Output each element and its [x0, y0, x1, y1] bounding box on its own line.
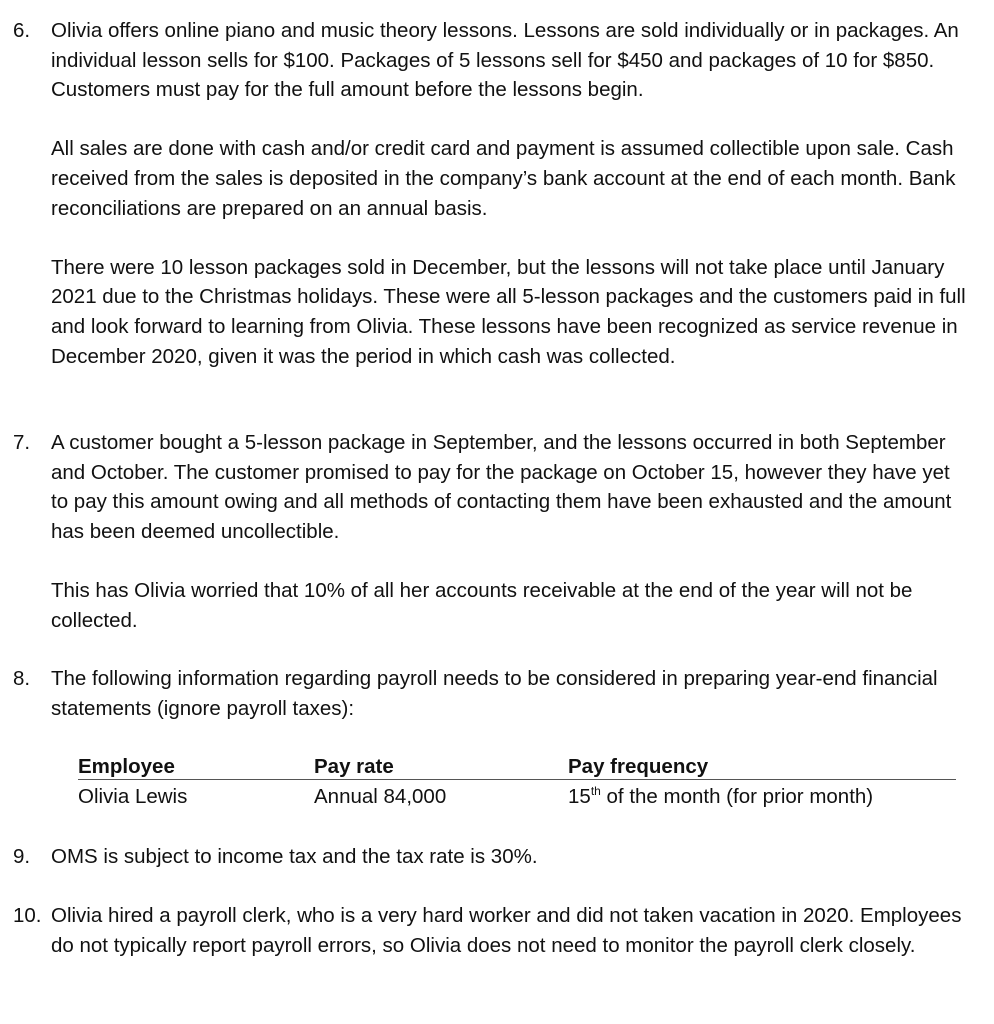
item-number: 6. [13, 19, 31, 42]
table-cell-employee: Olivia Lewis [78, 785, 188, 808]
item-number: 7. [13, 431, 31, 454]
pay-frequency-suffix: th [590, 784, 601, 799]
item-6-paragraph-3: There were 10 lesson packages sold in December, but the lessons will not take place until January 2021 due to the Christmas holidays. These were all 5-lesson packages and the customers paid in full and look forward to learning from Olivia. These lessons have been recognized as service revenue in December 2020, given it was the period in which cash was collected. [51, 255, 966, 368]
pay-frequency-rest: of the month (for prior month) [600, 785, 874, 808]
payroll-table [78, 752, 956, 814]
item-7-paragraph-1: A customer bought a 5-lesson package in September, and the lessons occurred in both September and October. The customer promised to pay for the package on October 15, however they have yet to pay this amount owing and all methods of contacting them have been exhausted and the amount has been deemed uncollectible. [51, 431, 952, 543]
list-item-10 [13, 901, 968, 960]
item-6-paragraph-2: All sales are done with cash and/or credit card and payment is assumed collectible upon sale. Cash received from the sales is deposited in the company’s bank account at the end of each month. Bank reconciliations are prepared on an annual basis. [51, 137, 956, 220]
table-header-pay-frequency: Pay frequency [568, 755, 709, 778]
item-8-paragraph-1: The following information regarding payroll needs to be considered in preparing year-end financial statements (ignore payroll taxes): [51, 667, 938, 720]
item-10-paragraph-1: Olivia hired a payroll clerk, who is a very hard worker and did not taken vacation in 2020. Employees do not typically report payroll errors, so Olivia does not need to monitor the payroll clerk closely. [51, 904, 962, 957]
item-number: 9. [13, 845, 31, 868]
table-header-divider [78, 779, 956, 780]
pay-frequency-day: 15 [568, 785, 591, 808]
table-header-pay-rate: Pay rate [314, 755, 394, 778]
list-item-7 [13, 428, 968, 635]
list-item-8 [13, 664, 968, 723]
item-9-paragraph-1: OMS is subject to income tax and the tax rate is 30%. [51, 845, 538, 868]
list-item-6 [13, 16, 968, 371]
table-cell-pay-frequency [568, 782, 873, 812]
list-item-9 [13, 842, 968, 872]
table-header-employee: Employee [78, 755, 175, 778]
item-number: 8. [13, 667, 31, 690]
item-6-paragraph-1: Olivia offers online piano and music theory lessons. Lessons are sold individually or in packages. An individual lesson sells for $100. Packages of 5 lessons sell for $450 and packages of 10 for $850. Customers must pay for the full amount before the lessons begin. [51, 19, 959, 102]
item-number: 10. [13, 904, 42, 927]
table-cell-pay-rate: Annual 84,000 [314, 785, 447, 808]
item-7-paragraph-2: This has Olivia worried that 10% of all her accounts receivable at the end of the year will not be collected. [51, 578, 913, 632]
